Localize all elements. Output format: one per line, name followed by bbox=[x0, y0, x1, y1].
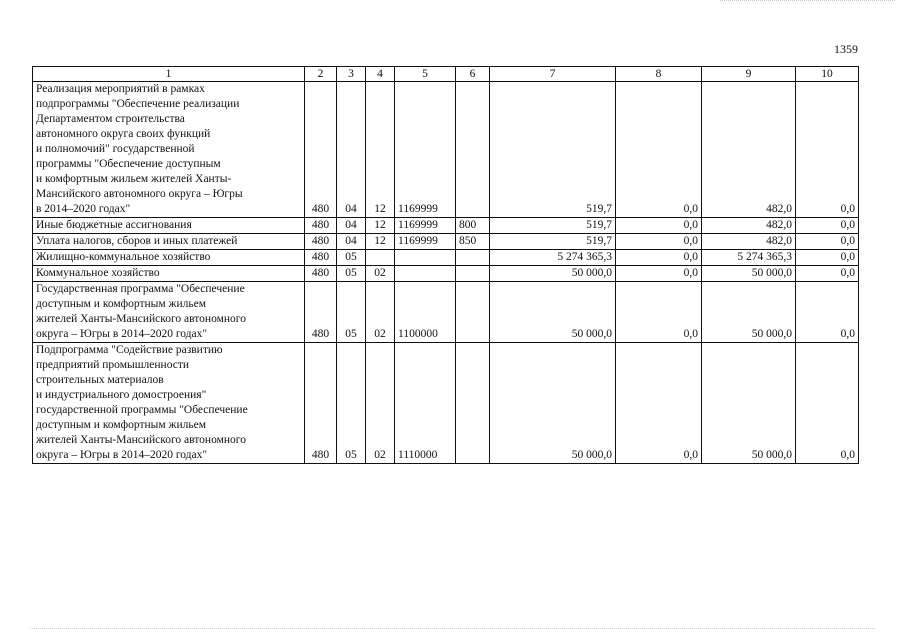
cell-col10: 0,0 bbox=[796, 266, 859, 282]
column-header: 9 bbox=[702, 67, 796, 82]
cell-col4: 02 bbox=[366, 343, 395, 464]
cell-col3: 04 bbox=[337, 82, 366, 218]
cell-col2: 480 bbox=[305, 250, 337, 266]
cell-col2: 480 bbox=[305, 82, 337, 218]
cell-col5: 1169999 bbox=[395, 234, 456, 250]
cell-col7: 519,7 bbox=[490, 82, 616, 218]
cell-col8: 0,0 bbox=[616, 82, 702, 218]
cell-col9: 482,0 bbox=[702, 234, 796, 250]
cell-col3: 04 bbox=[337, 234, 366, 250]
table-row bbox=[33, 266, 859, 282]
table-row bbox=[33, 282, 859, 343]
cell-col6: 850 bbox=[456, 234, 490, 250]
cell-col8: 0,0 bbox=[616, 234, 702, 250]
cell-col7: 519,7 bbox=[490, 218, 616, 234]
cell-col9: 5 274 365,3 bbox=[702, 250, 796, 266]
cell-col2: 480 bbox=[305, 282, 337, 343]
column-header: 5 bbox=[395, 67, 456, 82]
cell-col4: 12 bbox=[366, 234, 395, 250]
scan-artifact-bottom bbox=[30, 628, 875, 633]
cell-col10: 0,0 bbox=[796, 343, 859, 464]
cell-col4: 12 bbox=[366, 82, 395, 218]
cell-col8: 0,0 bbox=[616, 282, 702, 343]
column-header: 8 bbox=[616, 67, 702, 82]
table-row bbox=[33, 250, 859, 266]
cell-col3: 04 bbox=[337, 218, 366, 234]
column-header: 1 bbox=[33, 67, 305, 82]
cell-col10: 0,0 bbox=[796, 82, 859, 218]
cell-col2: 480 bbox=[305, 218, 337, 234]
scan-artifact-top bbox=[720, 0, 895, 5]
column-header: 6 bbox=[456, 67, 490, 82]
cell-col8: 0,0 bbox=[616, 218, 702, 234]
cell-col8: 0,0 bbox=[616, 266, 702, 282]
column-header: 4 bbox=[366, 67, 395, 82]
cell-col5: 1169999 bbox=[395, 82, 456, 218]
cell-col6 bbox=[456, 82, 490, 218]
cell-col2: 480 bbox=[305, 266, 337, 282]
table-row bbox=[33, 218, 859, 234]
cell-col3: 05 bbox=[337, 343, 366, 464]
cell-col6 bbox=[456, 266, 490, 282]
cell-col3: 05 bbox=[337, 250, 366, 266]
cell-col3: 05 bbox=[337, 282, 366, 343]
cell-col9: 50 000,0 bbox=[702, 343, 796, 464]
table-row bbox=[33, 82, 859, 218]
cell-col7: 5 274 365,3 bbox=[490, 250, 616, 266]
row-name: Подпрограмма "Содействие развитию предприятий промышленности строительных материалов и индустриального домостроения" государственной программы "Обеспечение доступным и комфортным жильем жителей Ханты-Мансийского автономного округа – Югры в 2014–2020 годах" bbox=[33, 343, 305, 464]
cell-col2: 480 bbox=[305, 343, 337, 464]
cell-col10: 0,0 bbox=[796, 234, 859, 250]
cell-col6 bbox=[456, 343, 490, 464]
row-name: Реализация мероприятий в рамках подпрограммы "Обеспечение реализации Департаментом строительства автономного округа своих функций и полномочий" государственной программы "Обеспечение доступным и комфортным жильем жителей Ханты- Мансийского автономного округа – Югры в 2014–2020 годах" bbox=[33, 82, 305, 218]
cell-col4: 02 bbox=[366, 266, 395, 282]
cell-col5: 1169999 bbox=[395, 218, 456, 234]
cell-col9: 50 000,0 bbox=[702, 282, 796, 343]
cell-col3: 05 bbox=[337, 266, 366, 282]
cell-col7: 50 000,0 bbox=[490, 282, 616, 343]
cell-col6 bbox=[456, 282, 490, 343]
row-name: Жилищно-коммунальное хозяйство bbox=[33, 250, 305, 266]
row-name: Иные бюджетные ассигнования bbox=[33, 218, 305, 234]
cell-col10: 0,0 bbox=[796, 250, 859, 266]
cell-col4: 12 bbox=[366, 218, 395, 234]
table-row bbox=[33, 234, 859, 250]
cell-col5: 1100000 bbox=[395, 282, 456, 343]
cell-col7: 50 000,0 bbox=[490, 266, 616, 282]
cell-col10: 0,0 bbox=[796, 218, 859, 234]
cell-col6: 800 bbox=[456, 218, 490, 234]
row-name: Уплата налогов, сборов и иных платежей bbox=[33, 234, 305, 250]
cell-col9: 482,0 bbox=[702, 218, 796, 234]
cell-col4: 02 bbox=[366, 282, 395, 343]
cell-col6 bbox=[456, 250, 490, 266]
column-header: 3 bbox=[337, 67, 366, 82]
cell-col9: 482,0 bbox=[702, 82, 796, 218]
cell-col7: 519,7 bbox=[490, 234, 616, 250]
column-header: 2 bbox=[305, 67, 337, 82]
page-number: 1359 bbox=[834, 42, 858, 56]
cell-col5 bbox=[395, 250, 456, 266]
cell-col8: 0,0 bbox=[616, 250, 702, 266]
row-name: Государственная программа "Обеспечение доступным и комфортным жильем жителей Ханты-Мансийского автономного округа – Югры в 2014–2020 годах" bbox=[33, 282, 305, 343]
cell-col9: 50 000,0 bbox=[702, 266, 796, 282]
cell-col10: 0,0 bbox=[796, 282, 859, 343]
row-name: Коммунальное хозяйство bbox=[33, 266, 305, 282]
column-header: 7 bbox=[490, 67, 616, 82]
cell-col8: 0,0 bbox=[616, 343, 702, 464]
column-header: 10 bbox=[796, 67, 859, 82]
cell-col5: 1110000 bbox=[395, 343, 456, 464]
cell-col2: 480 bbox=[305, 234, 337, 250]
cell-col5 bbox=[395, 266, 456, 282]
budget-table bbox=[32, 66, 859, 464]
table-header-row bbox=[33, 67, 859, 82]
cell-col7: 50 000,0 bbox=[490, 343, 616, 464]
table-row bbox=[33, 343, 859, 464]
cell-col4 bbox=[366, 250, 395, 266]
